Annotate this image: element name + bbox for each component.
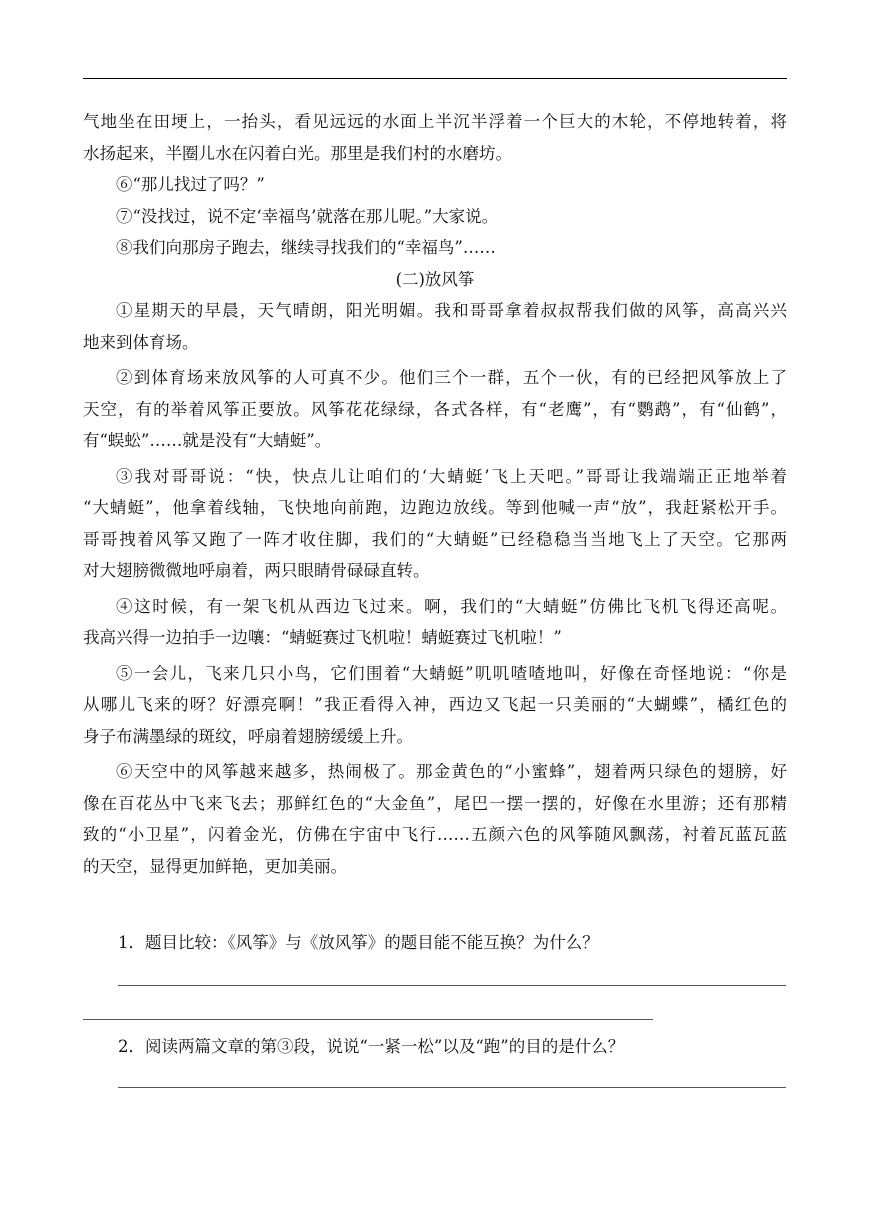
paragraph-7: ⑦“没找过，说不定‘幸福鸟’就落在那儿呢。”大家说。 bbox=[116, 206, 499, 226]
paragraph-line: 的天空，显得更加鲜艳，更加美丽。 bbox=[83, 856, 347, 876]
paragraph-1 bbox=[83, 295, 787, 358]
question-1: 1．题目比较：《风筝》与《放风筝》的题目能不能互换？为什么？ bbox=[118, 933, 599, 952]
paragraph-line: 对大翅膀微微地呼扇着，两只眼睛骨碌碌直转。 bbox=[83, 561, 430, 580]
paragraph-6: ⑥“那儿找过了吗？” bbox=[116, 175, 265, 194]
header-rule bbox=[83, 78, 787, 79]
paragraph-line: ②到体育场来放风筝的人可真不少。他们三个一群，五个一伙，有的已经把风筝放上了 bbox=[116, 368, 787, 387]
paragraph-4 bbox=[83, 591, 787, 654]
paragraph-line: ④这时候，有一架飞机从西边飞过来。啊，我们的“大蜻蜓”仿佛比飞机飞得还高呢。 bbox=[116, 596, 787, 616]
paragraph-5 bbox=[83, 658, 787, 753]
paragraph-line: 天空，有的举着风筝正要放。风筝花花绿绿，各式各样，有“老鹰”，有“鹦鹉”，有“仙鹤”， bbox=[83, 399, 787, 419]
passage-line: 气地坐在田埂上，一抬头，看见远远的水面上半沉半浮着一个巨大的木轮，不停地转着，将 bbox=[83, 112, 787, 131]
paragraph-6-kite bbox=[83, 756, 787, 882]
paragraph-line: ①星期天的早晨，天气晴朗，阳光明媚。我和哥哥拿着叔叔帮我们做的风筝，高高兴兴 bbox=[116, 301, 787, 320]
question-2: 2．阅读两篇文章的第③段，说说“一紧一松”以及“跑”的目的是什么？ bbox=[118, 1037, 625, 1056]
paragraph-line: 从哪儿飞来的呀？好漂亮啊！”我正看得入神，西边又飞起一只美丽的“大蝴蝶”，橘红色的 bbox=[83, 695, 787, 714]
paragraph-line: ③我对哥哥说：“快，快点儿让咱们的‘大蜻蜓’飞上天吧。”哥哥让我端端正正地举着 bbox=[116, 466, 787, 486]
paragraph-8: ⑧我们向那房子跑去，继续寻找我们的“幸福鸟”…… bbox=[116, 238, 496, 257]
answer-line-2a[interactable] bbox=[118, 1087, 786, 1088]
paragraph-3 bbox=[83, 461, 787, 587]
paragraph-line: 地来到体育场。 bbox=[83, 332, 199, 352]
paragraph-line: ⑥天空中的风筝越来越多，热闹极了。那金黄色的“小蜜蜂”，翅着两只绿色的翅膀，好 bbox=[116, 762, 787, 781]
paragraph-line: 身子布满墨绿的斑纹，呼扇着翅膀缓缓上升。 bbox=[83, 726, 413, 746]
paragraph-line: 哥哥拽着风筝又跑了一阵才收住脚，我们的“大蜻蜓”已经稳稳当当地飞上了天空。它那两 bbox=[83, 529, 787, 549]
passage-two-title: (二)放风筝 bbox=[395, 269, 475, 289]
answer-line-1a[interactable] bbox=[118, 985, 786, 986]
paragraph-2 bbox=[83, 362, 787, 457]
paragraph-line: “大蜻蜓”，他拿着线轴，飞快地向前跑，边跑边放线。等到他喊一声“放”，我赶紧松开手。 bbox=[83, 498, 787, 517]
paragraph-line: 像在百花丛中飞来飞去；那鲜红色的“大金鱼”，尾巴一摆一摆的，好像在水里游；还有那精 bbox=[83, 793, 787, 813]
reading-passage bbox=[83, 106, 787, 882]
paragraph-line: ⑤一会儿，飞来几只小鸟，它们围着“大蜻蜓”叽叽喳喳地叫，好像在奇怪地说：“你是 bbox=[116, 663, 787, 683]
paragraph-line: 我高兴得一边拍手一边嚷：“蜻蜓赛过飞机啦！蜻蜓赛过飞机啦！” bbox=[83, 628, 562, 647]
answer-line-1b[interactable] bbox=[83, 1019, 653, 1020]
paragraph-line: 致的“小卫星”，闪着金光，仿佛在宇宙中飞行……五颜六色的风筝随风飘荡，衬着瓦蓝瓦蓝 bbox=[83, 825, 787, 844]
paragraph-line: 有“蜈蚣”……就是没有“大蜻蜓”。 bbox=[83, 431, 332, 450]
passage-line: 水扬起来，半圈儿水在闪着白光。那里是我们村的水磨坊。 bbox=[83, 143, 512, 163]
